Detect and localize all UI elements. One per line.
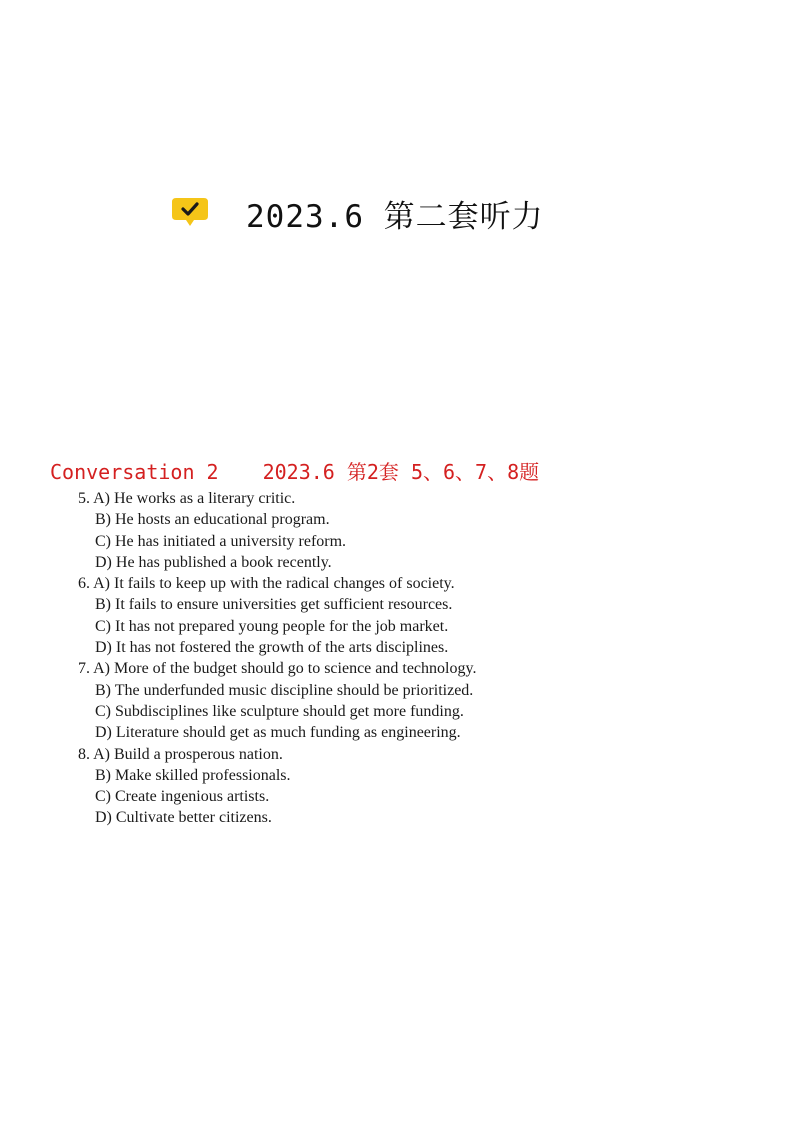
- question-6-option-c: C) It has not prepared young people for the job market.: [95, 617, 449, 635]
- question-7-option-a: [78, 658, 476, 679]
- question-7-option-b: B) The underfunded music discipline should be prioritized.: [95, 681, 474, 699]
- conversation-label: Conversation 2: [50, 460, 219, 484]
- question-number: 6.: [78, 575, 90, 593]
- question-7-option-d: D) Literature should get as much funding as engineering.: [95, 724, 461, 742]
- page-title: 2023.6 第二套听力: [246, 198, 544, 235]
- question-5-option-b: B) He hosts an educational program.: [95, 511, 330, 529]
- question-6-option-a: [78, 573, 476, 594]
- question-6-option-d: D) It has not fostered the growth of the arts disciplines.: [95, 639, 449, 657]
- check-speech-bubble-icon: [170, 196, 210, 230]
- question-number: 5.: [78, 490, 90, 507]
- question-6-option-b: B) It fails to ensure universities get sufficient resources.: [95, 596, 453, 614]
- question-7-option-c: C) Subdisciplines like sculpture should get more funding.: [95, 702, 464, 720]
- question-8-option-c: C) Create ingenious artists.: [95, 788, 270, 806]
- question-5-option-a: [78, 488, 476, 509]
- option-text: A) It fails to keep up with the radical changes of society.: [93, 575, 455, 593]
- section-heading: [50, 456, 539, 485]
- page-header: [170, 185, 544, 241]
- option-text: A) He works as a literary critic.: [93, 490, 296, 507]
- question-number: 8.: [78, 745, 90, 763]
- question-8-option-b: B) Make skilled professionals.: [95, 766, 291, 784]
- question-5-option-d: D) He has published a book recently.: [95, 553, 332, 571]
- question-8-option-d: D) Cultivate better citizens.: [95, 809, 272, 827]
- question-5-option-c: C) He has initiated a university reform.: [95, 532, 347, 550]
- exam-reference: 2023.6 第2套 5、6、7、8题: [262, 460, 540, 484]
- question-list: [78, 488, 476, 829]
- question-8-option-a: [78, 744, 476, 765]
- option-text: A) Build a prosperous nation.: [93, 745, 283, 763]
- option-text: A) More of the budget should go to science and technology.: [93, 660, 477, 678]
- question-number: 7.: [78, 660, 90, 678]
